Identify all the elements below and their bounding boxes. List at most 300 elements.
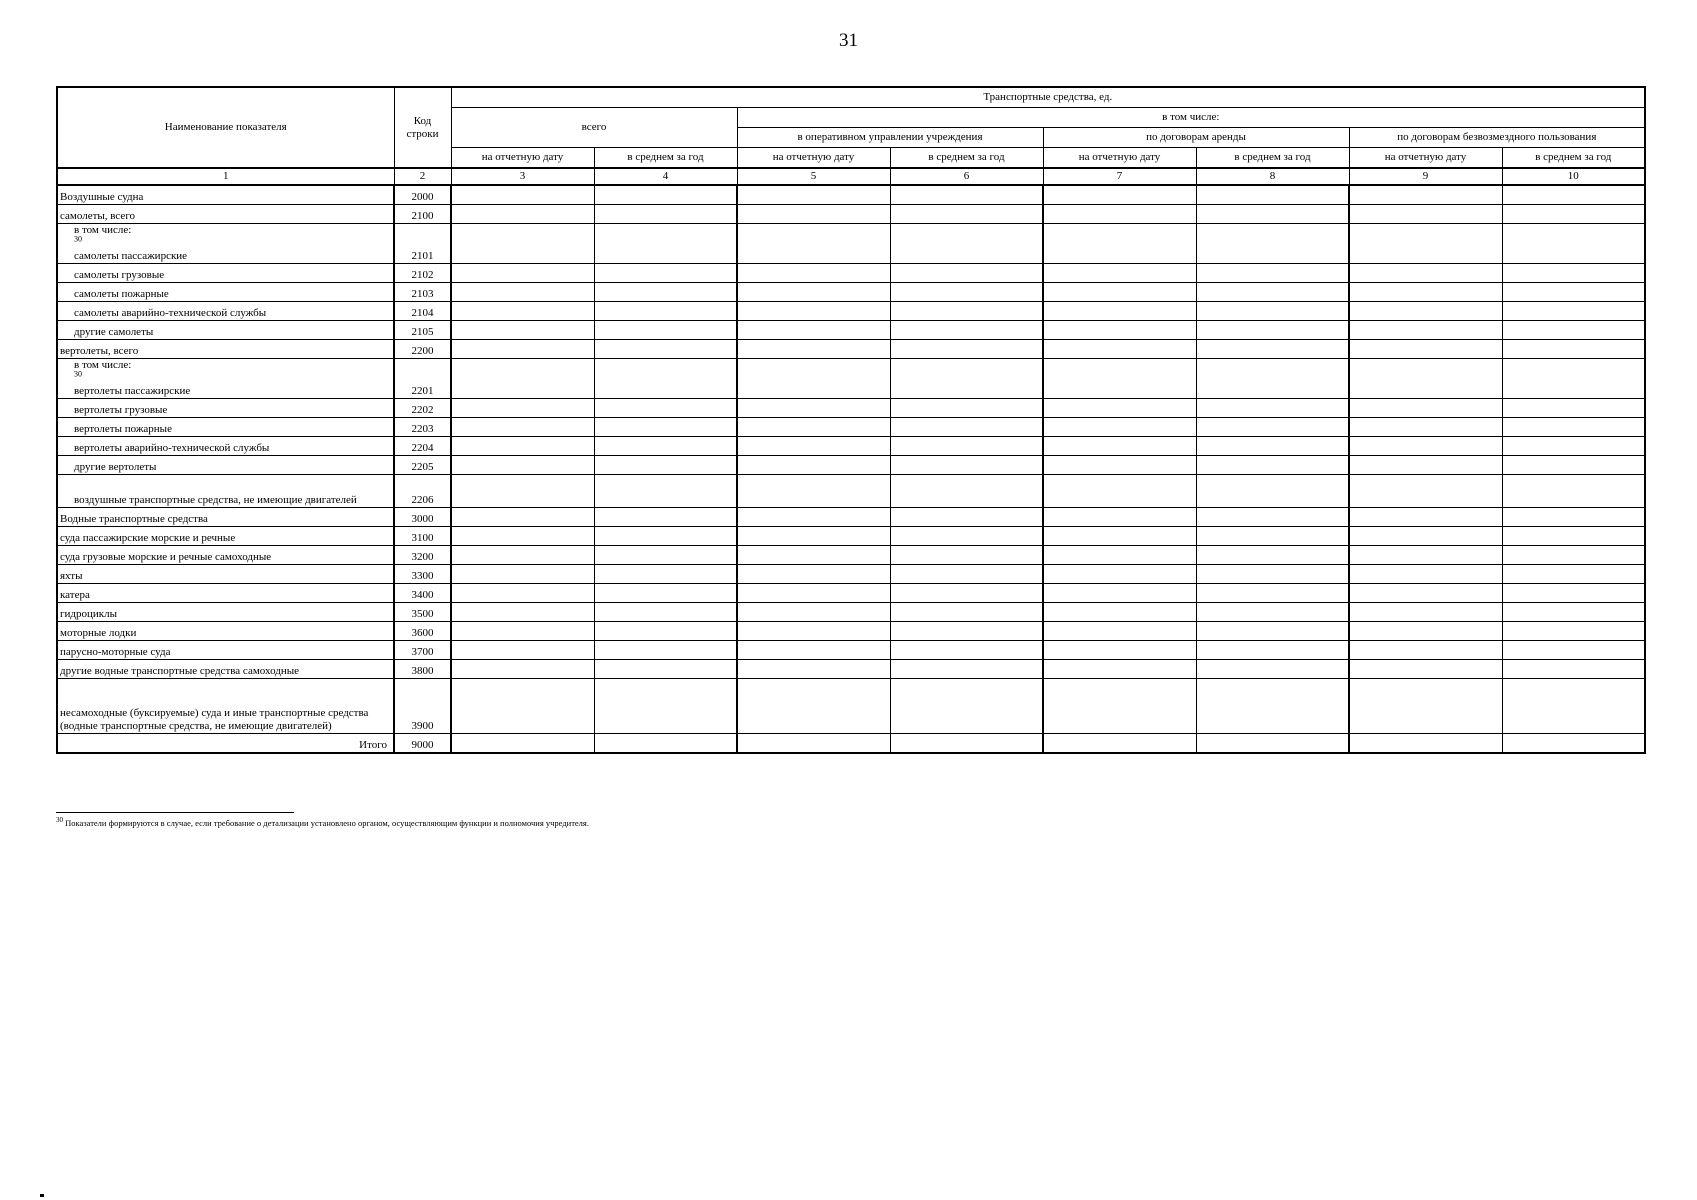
value-cell[interactable] (1502, 565, 1645, 584)
value-cell[interactable] (451, 641, 594, 660)
value-cell[interactable] (1043, 622, 1196, 641)
table-body (57, 185, 1645, 753)
value-cell[interactable] (1043, 527, 1196, 546)
table-row (57, 399, 1645, 418)
table-row (57, 679, 1645, 734)
row-code-cell: 3100 (394, 527, 451, 546)
row-code-cell: 2104 (394, 302, 451, 321)
value-cell[interactable] (451, 622, 594, 641)
value-cell[interactable] (737, 264, 890, 283)
row-code-cell: 3300 (394, 565, 451, 584)
indicator-name: Водные транспортные средства (60, 513, 208, 525)
row-code-cell: 3400 (394, 584, 451, 603)
value-cell[interactable] (594, 565, 737, 584)
value-cell[interactable] (890, 359, 1043, 399)
value-cell[interactable] (451, 679, 594, 734)
value-cell[interactable] (594, 340, 737, 359)
value-cell[interactable] (890, 224, 1043, 264)
value-cell[interactable] (1196, 546, 1349, 565)
value-cell[interactable] (451, 359, 594, 399)
indicator-name-cell (57, 283, 394, 302)
value-cell[interactable] (594, 622, 737, 641)
value-cell[interactable] (1196, 321, 1349, 340)
value-cell[interactable] (1196, 437, 1349, 456)
value-cell[interactable] (1502, 475, 1645, 508)
value-cell[interactable] (451, 546, 594, 565)
table-row (57, 283, 1645, 302)
value-cell[interactable] (1502, 205, 1645, 224)
row-code-cell: 3600 (394, 622, 451, 641)
value-cell[interactable] (594, 603, 737, 622)
table-row (57, 264, 1645, 283)
table-row (57, 622, 1645, 641)
value-cell[interactable] (594, 475, 737, 508)
value-cell[interactable] (451, 660, 594, 679)
value-cell[interactable] (1349, 302, 1502, 321)
value-cell[interactable] (1502, 641, 1645, 660)
indicator-name-cell (57, 264, 394, 283)
including-label: в том числе: (74, 359, 132, 371)
value-cell[interactable] (890, 660, 1043, 679)
value-cell[interactable] (594, 734, 737, 754)
value-cell[interactable] (451, 456, 594, 475)
value-cell[interactable] (1349, 283, 1502, 302)
value-cell[interactable] (1196, 359, 1349, 399)
value-cell[interactable] (1502, 622, 1645, 641)
column-number: 4 (594, 168, 737, 185)
value-cell[interactable] (1349, 456, 1502, 475)
value-cell[interactable] (1196, 603, 1349, 622)
value-cell[interactable] (890, 475, 1043, 508)
value-cell[interactable] (451, 399, 594, 418)
value-cell[interactable] (1196, 565, 1349, 584)
value-cell[interactable] (1349, 603, 1502, 622)
value-cell[interactable] (1502, 399, 1645, 418)
value-cell[interactable] (594, 264, 737, 283)
value-cell[interactable] (1196, 622, 1349, 641)
value-cell[interactable] (890, 321, 1043, 340)
value-cell[interactable] (1502, 340, 1645, 359)
indicator-name: вертолеты грузовые (74, 404, 168, 416)
table-row (57, 565, 1645, 584)
value-cell[interactable] (1043, 584, 1196, 603)
value-cell[interactable] (1196, 660, 1349, 679)
value-cell[interactable] (737, 418, 890, 437)
value-cell[interactable] (451, 584, 594, 603)
footnote (56, 818, 589, 828)
value-cell[interactable] (1349, 734, 1502, 754)
value-cell[interactable] (1349, 508, 1502, 527)
value-cell[interactable] (1349, 622, 1502, 641)
value-cell[interactable] (1196, 508, 1349, 527)
row-code-cell: 2101 (394, 224, 451, 264)
row-code-cell: 2105 (394, 321, 451, 340)
value-cell[interactable] (451, 264, 594, 283)
indicator-name-cell (57, 475, 394, 508)
value-cell[interactable] (594, 527, 737, 546)
table-row (57, 527, 1645, 546)
value-cell[interactable] (1043, 418, 1196, 437)
header-average-year: в среднем за год (1502, 148, 1645, 169)
row-code-cell: 2100 (394, 205, 451, 224)
value-cell[interactable] (594, 437, 737, 456)
column-number: 6 (890, 168, 1043, 185)
value-cell[interactable] (737, 622, 890, 641)
indicator-name: вертолеты аварийно-технической службы (74, 442, 270, 454)
indicator-name-cell (57, 641, 394, 660)
header-including: в том числе: (737, 108, 1645, 128)
indicator-name-cell (57, 418, 394, 437)
value-cell[interactable] (737, 205, 890, 224)
indicator-name-cell (57, 660, 394, 679)
value-cell[interactable] (890, 437, 1043, 456)
value-cell[interactable] (1502, 224, 1645, 264)
value-cell[interactable] (1349, 185, 1502, 205)
indicator-name-cell (57, 437, 394, 456)
value-cell[interactable] (1043, 224, 1196, 264)
value-cell[interactable] (890, 418, 1043, 437)
value-cell[interactable] (1043, 283, 1196, 302)
value-cell[interactable] (890, 264, 1043, 283)
indicator-name-cell (57, 205, 394, 224)
indicator-name: самолеты пассажирские (74, 250, 188, 262)
value-cell[interactable] (1196, 399, 1349, 418)
value-cell[interactable] (737, 734, 890, 754)
value-cell[interactable] (1196, 679, 1349, 734)
header-reporting-date: на отчетную дату (451, 148, 594, 169)
value-cell[interactable] (1043, 321, 1196, 340)
value-cell[interactable] (890, 399, 1043, 418)
value-cell[interactable] (594, 359, 737, 399)
value-cell[interactable] (451, 437, 594, 456)
value-cell[interactable] (594, 641, 737, 660)
value-cell[interactable] (1502, 546, 1645, 565)
value-cell[interactable] (1349, 527, 1502, 546)
column-number: 7 (1043, 168, 1196, 185)
indicator-name-cell (57, 508, 394, 527)
value-cell[interactable] (1502, 359, 1645, 399)
value-cell[interactable] (594, 660, 737, 679)
indicator-name: Воздушные судна (60, 191, 144, 203)
value-cell[interactable] (594, 456, 737, 475)
indicator-name-cell (57, 399, 394, 418)
header-transport-title: Транспортные средства, ед. (451, 87, 1645, 108)
value-cell[interactable] (1349, 418, 1502, 437)
value-cell[interactable] (1043, 264, 1196, 283)
header-row-code: Код строки (394, 87, 451, 168)
table-row (57, 437, 1645, 456)
value-cell[interactable] (1502, 283, 1645, 302)
table-row (57, 475, 1645, 508)
value-cell[interactable] (737, 321, 890, 340)
table-row (57, 359, 1645, 399)
row-code-cell: 3500 (394, 603, 451, 622)
value-cell[interactable] (890, 734, 1043, 754)
row-code-cell: 2201 (394, 359, 451, 399)
value-cell[interactable] (1349, 264, 1502, 283)
value-cell[interactable] (737, 283, 890, 302)
value-cell[interactable] (737, 679, 890, 734)
value-cell[interactable] (737, 527, 890, 546)
value-cell[interactable] (890, 185, 1043, 205)
row-code-cell: 2103 (394, 283, 451, 302)
row-code-cell: 3800 (394, 660, 451, 679)
value-cell[interactable] (1043, 205, 1196, 224)
table-row (57, 205, 1645, 224)
value-cell[interactable] (1043, 475, 1196, 508)
value-cell[interactable] (451, 302, 594, 321)
value-cell[interactable] (890, 546, 1043, 565)
table-row (57, 508, 1645, 527)
value-cell[interactable] (1196, 205, 1349, 224)
row-code-cell: 3000 (394, 508, 451, 527)
indicator-name-cell (57, 603, 394, 622)
value-cell[interactable] (1196, 641, 1349, 660)
indicator-name: вертолеты пожарные (74, 423, 172, 435)
value-cell[interactable] (737, 224, 890, 264)
value-cell[interactable] (1043, 641, 1196, 660)
value-cell[interactable] (737, 546, 890, 565)
row-code-cell: 2204 (394, 437, 451, 456)
value-cell[interactable] (1502, 437, 1645, 456)
value-cell[interactable] (1196, 264, 1349, 283)
column-number: 3 (451, 168, 594, 185)
value-cell[interactable] (1349, 340, 1502, 359)
value-cell[interactable] (890, 641, 1043, 660)
row-code-cell: 3900 (394, 679, 451, 734)
value-cell[interactable] (594, 584, 737, 603)
value-cell[interactable] (1043, 660, 1196, 679)
value-cell[interactable] (451, 527, 594, 546)
row-code-cell: 3700 (394, 641, 451, 660)
value-cell[interactable] (451, 418, 594, 437)
value-cell[interactable] (1196, 456, 1349, 475)
value-cell[interactable] (1043, 340, 1196, 359)
table-row (57, 641, 1645, 660)
value-cell[interactable] (1349, 437, 1502, 456)
value-cell[interactable] (1043, 565, 1196, 584)
value-cell[interactable] (451, 224, 594, 264)
value-cell[interactable] (1043, 359, 1196, 399)
footnote-text: Показатели формируются в случае, если требование о детализации установлено органом, осуществляющим функции и полномочия учредителя. (65, 818, 589, 828)
indicator-name: самолеты, всего (60, 210, 136, 222)
header-total-group: всего (451, 108, 737, 148)
value-cell[interactable] (451, 565, 594, 584)
header-average-year: в среднем за год (890, 148, 1043, 169)
value-cell[interactable] (1349, 641, 1502, 660)
value-cell[interactable] (737, 456, 890, 475)
value-cell[interactable] (1196, 527, 1349, 546)
indicator-name-cell (57, 359, 394, 399)
value-cell[interactable] (1349, 546, 1502, 565)
value-cell[interactable] (1043, 734, 1196, 754)
value-cell[interactable] (737, 437, 890, 456)
value-cell[interactable] (1043, 603, 1196, 622)
value-cell[interactable] (451, 340, 594, 359)
value-cell[interactable] (890, 603, 1043, 622)
indicator-name: парусно-моторные суда (60, 646, 171, 658)
value-cell[interactable] (737, 302, 890, 321)
value-cell[interactable] (1043, 437, 1196, 456)
value-cell[interactable] (1502, 302, 1645, 321)
header-average-year: в среднем за год (594, 148, 737, 169)
value-cell[interactable] (1502, 603, 1645, 622)
indicator-name: яхты (60, 570, 83, 582)
indicator-name-cell (57, 224, 394, 264)
value-cell[interactable] (1349, 359, 1502, 399)
value-cell[interactable] (737, 565, 890, 584)
value-cell[interactable] (1043, 185, 1196, 205)
value-cell[interactable] (890, 622, 1043, 641)
value-cell[interactable] (737, 185, 890, 205)
page-number: 31 (839, 30, 858, 51)
value-cell[interactable] (1502, 185, 1645, 205)
value-cell[interactable] (594, 205, 737, 224)
value-cell[interactable] (1196, 734, 1349, 754)
value-cell[interactable] (1502, 679, 1645, 734)
value-cell[interactable] (1349, 660, 1502, 679)
value-cell[interactable] (737, 641, 890, 660)
value-cell[interactable] (1502, 660, 1645, 679)
value-cell[interactable] (890, 283, 1043, 302)
value-cell[interactable] (737, 660, 890, 679)
value-cell[interactable] (737, 475, 890, 508)
value-cell[interactable] (737, 340, 890, 359)
value-cell[interactable] (594, 321, 737, 340)
value-cell[interactable] (737, 603, 890, 622)
value-cell[interactable] (594, 508, 737, 527)
value-cell[interactable] (451, 508, 594, 527)
indicator-name: другие самолеты (74, 326, 154, 338)
indicator-name-cell (57, 185, 394, 205)
indicator-name-cell (57, 734, 394, 754)
value-cell[interactable] (737, 584, 890, 603)
column-number: 2 (394, 168, 451, 185)
value-cell[interactable] (737, 359, 890, 399)
value-cell[interactable] (1502, 508, 1645, 527)
indicator-name-cell (57, 622, 394, 641)
value-cell[interactable] (890, 679, 1043, 734)
value-cell[interactable] (890, 584, 1043, 603)
value-cell[interactable] (1349, 565, 1502, 584)
value-cell[interactable] (1502, 418, 1645, 437)
value-cell[interactable] (1502, 734, 1645, 754)
indicator-name-cell (57, 679, 394, 734)
value-cell[interactable] (890, 508, 1043, 527)
value-cell[interactable] (451, 185, 594, 205)
column-number: 10 (1502, 168, 1645, 185)
value-cell[interactable] (451, 475, 594, 508)
value-cell[interactable] (451, 603, 594, 622)
value-cell[interactable] (594, 224, 737, 264)
value-cell[interactable] (1043, 546, 1196, 565)
header-average-year: в среднем за год (1196, 148, 1349, 169)
value-cell[interactable] (1349, 399, 1502, 418)
footnote-reference: 30 (74, 234, 82, 244)
table-row (57, 321, 1645, 340)
value-cell[interactable] (1502, 527, 1645, 546)
value-cell[interactable] (451, 321, 594, 340)
value-cell[interactable] (594, 185, 737, 205)
value-cell[interactable] (594, 302, 737, 321)
row-code-cell: 2206 (394, 475, 451, 508)
value-cell[interactable] (1349, 584, 1502, 603)
value-cell[interactable] (890, 527, 1043, 546)
row-code-cell: 2102 (394, 264, 451, 283)
value-cell[interactable] (594, 418, 737, 437)
value-cell[interactable] (594, 546, 737, 565)
column-number: 1 (57, 168, 394, 185)
value-cell[interactable] (1349, 321, 1502, 340)
value-cell[interactable] (1196, 584, 1349, 603)
value-cell[interactable] (890, 565, 1043, 584)
value-cell[interactable] (1196, 475, 1349, 508)
value-cell[interactable] (1196, 224, 1349, 264)
value-cell[interactable] (890, 205, 1043, 224)
value-cell[interactable] (1043, 508, 1196, 527)
header-reporting-date: на отчетную дату (737, 148, 890, 169)
value-cell[interactable] (890, 302, 1043, 321)
value-cell[interactable] (737, 399, 890, 418)
row-code-cell: 2203 (394, 418, 451, 437)
table-row (57, 418, 1645, 437)
row-code-cell: 9000 (394, 734, 451, 754)
value-cell[interactable] (1196, 185, 1349, 205)
value-cell[interactable] (594, 679, 737, 734)
value-cell[interactable] (451, 205, 594, 224)
value-cell[interactable] (1502, 264, 1645, 283)
indicator-name-cell (57, 565, 394, 584)
value-cell[interactable] (1502, 321, 1645, 340)
indicator-name: вертолеты, всего (60, 345, 139, 357)
value-cell[interactable] (1349, 205, 1502, 224)
indicator-name-cell (57, 302, 394, 321)
value-cell[interactable] (1349, 224, 1502, 264)
header-free-use-agreements: по договорам безвозмездного пользования (1349, 128, 1645, 148)
value-cell[interactable] (594, 399, 737, 418)
value-cell[interactable] (1043, 302, 1196, 321)
transport-assets-table (56, 86, 1646, 754)
value-cell[interactable] (1196, 418, 1349, 437)
value-cell[interactable] (451, 734, 594, 754)
indicator-name-cell (57, 584, 394, 603)
value-cell[interactable] (1043, 456, 1196, 475)
value-cell[interactable] (594, 283, 737, 302)
indicator-name: другие вертолеты (74, 461, 157, 473)
value-cell[interactable] (1043, 679, 1196, 734)
value-cell[interactable] (1349, 475, 1502, 508)
row-code-cell: 2202 (394, 399, 451, 418)
value-cell[interactable] (1196, 283, 1349, 302)
value-cell[interactable] (1502, 584, 1645, 603)
value-cell[interactable] (451, 283, 594, 302)
footnote-separator (56, 812, 294, 813)
value-cell[interactable] (1043, 399, 1196, 418)
value-cell[interactable] (890, 456, 1043, 475)
column-number: 8 (1196, 168, 1349, 185)
value-cell[interactable] (1196, 302, 1349, 321)
header-indicator-name: Наименование показателя (57, 87, 394, 168)
indicator-name: суда грузовые морские и речные самоходные (60, 551, 272, 563)
value-cell[interactable] (1502, 456, 1645, 475)
value-cell[interactable] (1196, 340, 1349, 359)
value-cell[interactable] (737, 508, 890, 527)
indicator-name: самолеты пожарные (74, 288, 169, 300)
indicator-name: самолеты грузовые (74, 269, 165, 281)
value-cell[interactable] (890, 340, 1043, 359)
value-cell[interactable] (1349, 679, 1502, 734)
indicator-name: самолеты аварийно-технической службы (74, 307, 267, 319)
